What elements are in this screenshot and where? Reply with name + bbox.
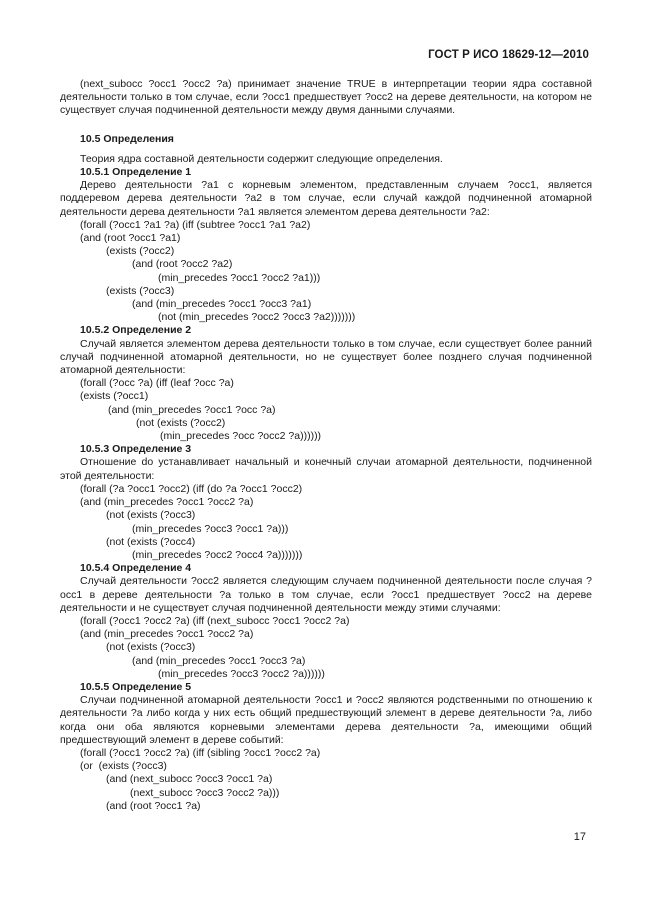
formula-line: (exists (?occ1) bbox=[80, 390, 149, 403]
formula-line: (forall (?occ1 ?occ2 ?a) (iff (next_subocc ?occ1 ?occ2 ?a) bbox=[80, 614, 350, 627]
section-heading: 10.5.1 Определение 1 bbox=[80, 166, 192, 179]
paragraph: (next_subocc ?occ1 ?occ2 ?a) принимает значение TRUE в интерпретации теории ядра составной деятельности только в том случае, если ?occ1 предшествует ?occ2 на дереве деятельности, на котором не существует случая подчиненной деятельности между двумя данными случаями. bbox=[60, 78, 592, 117]
formula-line: (exists (?occ2) bbox=[106, 245, 175, 258]
section-heading: 10.5.4 Определение 4 bbox=[80, 562, 192, 575]
formula-line: (and (min_precedes ?occ1 ?occ ?a) bbox=[108, 403, 276, 416]
formula-line: (not (min_precedes ?occ2 ?occ3 ?a2))))))) bbox=[158, 311, 356, 324]
formula-line: (forall (?occ1 ?occ2 ?a) (iff (sibling ?occ1 ?occ2 ?a) bbox=[80, 746, 321, 759]
section-heading: 10.5.3 Определение 3 bbox=[80, 443, 192, 456]
formula-line: (not (exists (?occ3) bbox=[106, 641, 196, 654]
section-heading: 10.5.2 Определение 2 bbox=[80, 324, 192, 337]
formula-line: (min_precedes ?occ1 ?occ2 ?a1))) bbox=[158, 271, 321, 284]
paragraph: Теория ядра составной деятельности содержит следующие определения. bbox=[80, 152, 443, 165]
formula-line: (min_precedes ?occ2 ?occ4 ?a))))))) bbox=[132, 548, 303, 561]
formula-line: (and (min_precedes ?occ1 ?occ2 ?a) bbox=[80, 628, 254, 641]
formula-line: (and (root ?occ1 ?a) bbox=[106, 799, 201, 812]
section-heading: 10.5 Определения bbox=[80, 132, 174, 145]
formula-line: (forall (?occ1 ?a1 ?a) (iff (subtree ?occ1 ?a1 ?a2) bbox=[80, 218, 311, 231]
spacer bbox=[60, 118, 592, 125]
formula-line: (next_subocc ?occ3 ?occ2 ?a))) bbox=[130, 786, 280, 799]
formula-line: (not (exists (?occ2) bbox=[136, 416, 226, 429]
formula-line: (forall (?occ ?a) (iff (leaf ?occ ?a) bbox=[80, 377, 234, 390]
formula-line: (min_precedes ?occ3 ?occ1 ?a))) bbox=[132, 522, 289, 535]
paragraph: Случаи подчиненной атомарной деятельности ?occ1 и ?occ2 являются родственными по отношению к деятельности ?a либо когда у них есть общий предшествующий элемент в дереве деятельности ?a, либо когда они оба являются корневыми элементами дерева деятельности ?a, имеющими общий предшествующий элемент в дереве событий: bbox=[60, 694, 592, 746]
formula-line: (not (exists (?occ3) bbox=[106, 509, 196, 522]
formula-line: (exists (?occ3) bbox=[106, 284, 175, 297]
formula-line: (min_precedes ?occ3 ?occ2 ?a)))))) bbox=[158, 667, 325, 680]
formula-line: (and (next_subocc ?occ3 ?occ1 ?a) bbox=[106, 773, 273, 786]
document-body bbox=[60, 78, 592, 813]
formula-line: (or (exists (?occ3) bbox=[80, 760, 167, 773]
formula-line: (and (min_precedes ?occ1 ?occ3 ?a1) bbox=[132, 298, 312, 311]
paragraph: Случай является элементом дерева деятельности только в том случае, если существует более ранний случай подчиненной атомарной деятельности, но не существует более позднего случая подчиненной атомарной деятельности: bbox=[60, 337, 592, 377]
formula-line: (and (min_precedes ?occ1 ?occ2 ?a) bbox=[80, 496, 254, 509]
formula-line: (min_precedes ?occ ?occ2 ?a)))))) bbox=[160, 430, 322, 443]
formula-line: (and (root ?occ1 ?a1) bbox=[80, 232, 181, 245]
section-heading: 10.5.5 Определение 5 bbox=[80, 680, 192, 693]
paragraph: Случай деятельности ?occ2 является следующим случаем подчиненной деятельности после случая ?occ1 в дереве деятельности ?a только в том случае, если ?occ1 предшествует ?occ2 на дереве деятельности и не существует случая подчиненной деятельности между этими случаями: bbox=[60, 575, 592, 614]
paragraph: Отношение do устанавливает начальный и конечный случаи атомарной деятельности, подчиненной этой деятельности: bbox=[60, 456, 592, 482]
page-number: 17 bbox=[573, 831, 586, 843]
formula-line: (not (exists (?occ4) bbox=[106, 535, 196, 548]
document-header: ГОСТ Р ИСО 18629-12—2010 bbox=[428, 49, 589, 61]
formula-line: (and (root ?occ2 ?a2) bbox=[132, 258, 233, 271]
formula-line: (forall (?a ?occ1 ?occ2) (iff (do ?a ?occ1 ?occ2) bbox=[80, 482, 303, 495]
paragraph: Дерево деятельности ?a1 с корневым элементом, представленным случаем ?occ1, является поддеревом дерева деятельности ?a2 в том случае, если случай каждой подчиненной атомарной деятельности дерева деятельности ?a1 является элементом дерева деятельности ?a2: bbox=[60, 179, 592, 218]
formula-line: (and (min_precedes ?occ1 ?occ3 ?a) bbox=[132, 654, 306, 667]
